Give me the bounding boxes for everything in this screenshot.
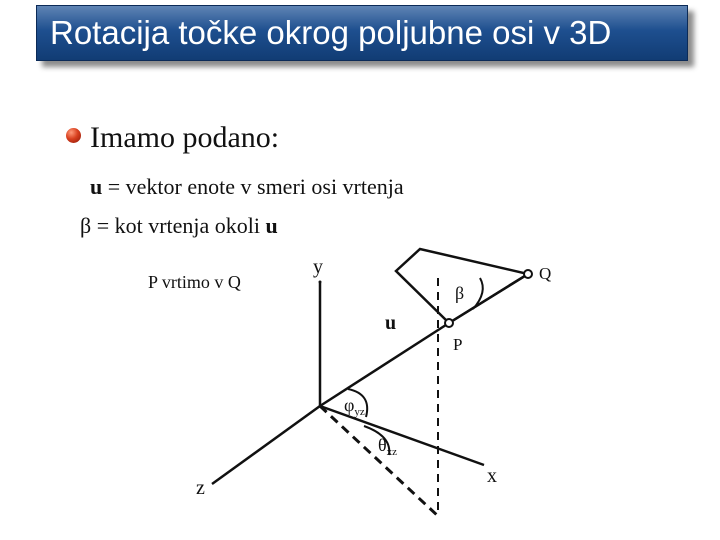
label-theta-symbol: θ <box>378 435 387 455</box>
z-axis <box>212 406 320 484</box>
label-x: x <box>487 465 497 487</box>
label-u: u <box>385 312 397 334</box>
definition-u-text: = vektor enote v smeri osi vrtenja <box>102 174 404 199</box>
label-theta-sub: xz <box>386 446 398 458</box>
label-phi-sub: yz <box>354 406 365 418</box>
label-p: P <box>453 335 463 354</box>
projection-xz <box>320 406 438 516</box>
symbol-u: u <box>90 174 103 199</box>
label-z: z <box>196 477 205 499</box>
label-beta: β <box>455 283 465 303</box>
rotation-note: P vrtimo v Q <box>148 272 241 292</box>
symbol-u-bold: u <box>265 213 278 238</box>
slide-title: Rotacija točke okrog poljubne osi v 3D <box>50 14 612 51</box>
label-q: Q <box>539 264 552 283</box>
bullet-heading: Imamo podano: <box>90 121 280 154</box>
label-phi-symbol: φ <box>344 395 355 415</box>
point-q <box>524 270 532 278</box>
label-phi <box>344 395 365 418</box>
label-y: y <box>313 256 323 278</box>
symbol-beta: β <box>80 213 92 238</box>
y-axis-tip <box>319 281 322 284</box>
rotation-axis-u <box>320 323 449 406</box>
definition-beta-text: = kot vrtenja okoli <box>91 213 266 238</box>
point-p <box>445 319 453 327</box>
label-theta <box>378 435 397 458</box>
